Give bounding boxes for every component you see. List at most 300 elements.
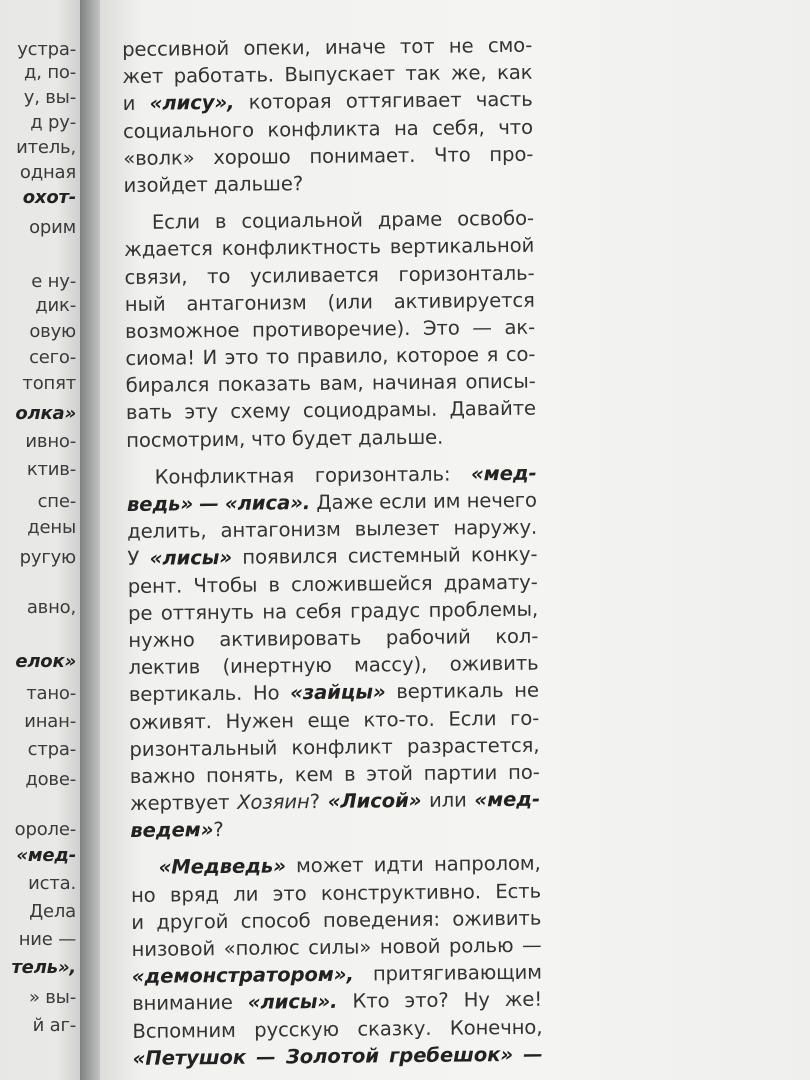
word bbox=[495, 623, 538, 651]
word bbox=[249, 88, 332, 116]
word bbox=[154, 462, 294, 491]
word bbox=[307, 706, 350, 734]
text-run: по- bbox=[507, 760, 540, 784]
text-run: (инертную bbox=[222, 653, 332, 679]
text-run: важно bbox=[129, 764, 196, 788]
emphasized-text: ведь» bbox=[126, 492, 194, 516]
left-page-fragment: инан- bbox=[24, 711, 76, 732]
text-run: начиная bbox=[371, 370, 458, 395]
text-run: драмату- bbox=[443, 570, 538, 595]
word bbox=[152, 208, 200, 236]
emphasized-text: «Петушок bbox=[132, 1045, 247, 1070]
emphasized-text: «мед- bbox=[474, 787, 541, 812]
text-line bbox=[126, 459, 536, 490]
left-page-fragment: итель, bbox=[16, 137, 76, 158]
word bbox=[206, 761, 284, 789]
word bbox=[243, 34, 310, 62]
text-line bbox=[130, 813, 540, 844]
word bbox=[374, 851, 424, 879]
word bbox=[213, 143, 291, 171]
word bbox=[170, 881, 219, 909]
word bbox=[126, 399, 172, 427]
word bbox=[373, 959, 542, 988]
left-page-fragment: одная bbox=[19, 162, 76, 183]
word bbox=[132, 989, 233, 1017]
text-run: Если bbox=[448, 706, 497, 731]
word bbox=[327, 288, 373, 316]
text-run: градус bbox=[349, 598, 421, 623]
emphasized-text: «мед- bbox=[470, 461, 537, 486]
text-run: (или bbox=[327, 290, 373, 314]
word bbox=[357, 1014, 431, 1042]
word bbox=[497, 59, 533, 87]
word bbox=[295, 761, 334, 789]
word bbox=[449, 932, 514, 960]
word bbox=[498, 113, 533, 141]
word bbox=[250, 261, 379, 290]
word bbox=[127, 490, 193, 518]
word bbox=[193, 571, 257, 599]
text-line bbox=[131, 877, 541, 908]
word bbox=[489, 140, 533, 168]
word bbox=[448, 705, 496, 733]
text-run: со- bbox=[505, 342, 536, 367]
word bbox=[156, 908, 228, 936]
text-run: ? bbox=[309, 790, 321, 814]
text-run: Ну bbox=[463, 988, 490, 1012]
left-page-edge bbox=[0, 0, 80, 1080]
word bbox=[486, 341, 498, 368]
word bbox=[407, 731, 540, 760]
word bbox=[295, 597, 342, 625]
word bbox=[390, 232, 535, 261]
body-text bbox=[122, 32, 543, 1072]
word bbox=[291, 569, 433, 598]
text-line bbox=[129, 731, 539, 762]
word bbox=[241, 207, 363, 235]
word bbox=[224, 344, 258, 372]
word bbox=[125, 290, 166, 318]
word bbox=[453, 514, 537, 542]
text-run: притягивающим bbox=[372, 960, 542, 986]
word bbox=[328, 787, 422, 815]
word bbox=[296, 852, 364, 880]
text-line bbox=[133, 1040, 543, 1071]
text-run: «волк» bbox=[123, 145, 195, 170]
text-run: идти bbox=[373, 853, 424, 877]
text-run: же! bbox=[504, 988, 543, 1012]
word bbox=[476, 86, 533, 114]
text-line bbox=[122, 59, 532, 90]
word bbox=[315, 460, 451, 489]
left-page-fragment: тель», bbox=[11, 957, 76, 978]
text-run: Конфликтная bbox=[154, 464, 295, 489]
text-run: У bbox=[127, 547, 140, 571]
text-run: вертикальной bbox=[389, 234, 535, 259]
text-line bbox=[132, 1013, 542, 1044]
text-run: конфликт bbox=[291, 734, 393, 759]
word bbox=[443, 568, 537, 596]
word bbox=[222, 234, 381, 263]
emphasized-text: «лисы». bbox=[247, 990, 338, 1015]
left-page-fragment: орим bbox=[29, 217, 76, 238]
left-page-fragment: тано- bbox=[26, 683, 76, 704]
text-run: русскую bbox=[254, 1017, 340, 1042]
word bbox=[380, 933, 441, 961]
word bbox=[363, 705, 435, 733]
word bbox=[237, 788, 320, 816]
word bbox=[124, 263, 187, 291]
left-page-fragment: » вы- bbox=[28, 987, 76, 1008]
text-line bbox=[128, 650, 538, 681]
text-run: ли bbox=[233, 882, 259, 906]
text-run: социального bbox=[122, 118, 254, 143]
text-run: Вспомним bbox=[132, 1018, 236, 1043]
word bbox=[122, 35, 229, 63]
text-run: так bbox=[405, 61, 441, 86]
text-run: что bbox=[251, 426, 286, 451]
word bbox=[242, 543, 337, 571]
word bbox=[186, 289, 307, 317]
word bbox=[451, 59, 487, 87]
text-run: Даже bbox=[316, 490, 374, 514]
text-run: новой bbox=[379, 934, 441, 959]
emphasized-text: — bbox=[199, 492, 219, 516]
word bbox=[122, 63, 163, 91]
text-run: то bbox=[265, 345, 290, 369]
word bbox=[308, 933, 371, 961]
text-line bbox=[122, 32, 532, 63]
word bbox=[348, 542, 461, 570]
text-line bbox=[128, 568, 538, 599]
text-run: Конечно, bbox=[449, 1015, 543, 1040]
left-page-fragment: ние — bbox=[18, 929, 76, 950]
text-run: противоречие). bbox=[251, 316, 411, 342]
word bbox=[398, 259, 534, 288]
emphasized-text: «Медведь» bbox=[158, 854, 286, 880]
text-run: социодрамы. bbox=[302, 398, 438, 423]
word bbox=[358, 423, 443, 451]
word bbox=[130, 762, 196, 790]
text-run: го- bbox=[509, 706, 540, 730]
text-run: жертвует bbox=[129, 790, 230, 816]
text-run: вам, bbox=[319, 371, 364, 396]
word bbox=[123, 116, 254, 145]
word bbox=[372, 369, 457, 397]
emphasized-text: гребешок» bbox=[388, 1042, 514, 1068]
word bbox=[321, 878, 481, 907]
word bbox=[254, 1015, 339, 1043]
word bbox=[465, 368, 536, 396]
word bbox=[355, 515, 440, 543]
left-page-fragment: дове- bbox=[25, 769, 76, 790]
text-run: то bbox=[206, 264, 231, 288]
text-run: Это bbox=[422, 316, 460, 340]
word bbox=[319, 370, 363, 398]
text-run: низовой bbox=[131, 937, 216, 961]
text-run: же, bbox=[450, 61, 487, 85]
word bbox=[233, 880, 258, 907]
text-line bbox=[126, 395, 536, 426]
text-run: дальше? bbox=[213, 172, 304, 196]
emphasized-text: «лисы» bbox=[149, 546, 233, 571]
text-run: внимание bbox=[132, 991, 233, 1016]
text-run: драме bbox=[377, 207, 443, 232]
word bbox=[125, 344, 195, 372]
text-line bbox=[127, 487, 537, 518]
text-run: лектив bbox=[128, 655, 201, 680]
left-page-fragment: топят bbox=[22, 373, 76, 394]
word bbox=[510, 704, 539, 731]
text-run: не bbox=[514, 678, 539, 703]
word bbox=[522, 932, 542, 959]
text-run: оживят. bbox=[129, 709, 212, 734]
text-run: но bbox=[130, 883, 156, 907]
word bbox=[284, 60, 395, 88]
word bbox=[424, 759, 498, 787]
text-run: сказку. bbox=[357, 1016, 432, 1041]
word bbox=[128, 572, 183, 600]
word bbox=[434, 141, 471, 169]
text-run: или bbox=[428, 788, 467, 812]
emphasized-text: «зайцы» bbox=[290, 680, 386, 705]
text-run: активировать bbox=[219, 626, 362, 651]
text-run: ролью bbox=[448, 933, 514, 958]
word bbox=[452, 904, 541, 932]
word bbox=[457, 205, 534, 233]
word bbox=[504, 314, 535, 342]
word bbox=[350, 597, 420, 625]
text-run: конку- bbox=[470, 543, 538, 567]
text-run: системный bbox=[347, 543, 461, 569]
text-run: делить, bbox=[127, 519, 207, 544]
text-run: антагонизм bbox=[186, 290, 307, 316]
text-run: оживить bbox=[449, 651, 539, 676]
word bbox=[309, 142, 415, 170]
text-run: на bbox=[393, 116, 419, 140]
text-run: Есть bbox=[495, 879, 542, 903]
text-run: — bbox=[521, 933, 542, 957]
text-run: оживить bbox=[452, 906, 542, 931]
word bbox=[404, 987, 448, 1015]
text-line bbox=[123, 86, 533, 117]
text-run: будет bbox=[291, 426, 353, 450]
word bbox=[344, 760, 356, 787]
text-run: в bbox=[343, 762, 356, 786]
text-run: правило, bbox=[296, 344, 389, 369]
left-page-fragment: устра- bbox=[17, 39, 76, 60]
text-line bbox=[124, 232, 534, 263]
text-run: изойдет bbox=[123, 173, 208, 197]
text-run: партии bbox=[423, 760, 498, 785]
right-page bbox=[100, 0, 810, 1080]
text-run: кто-то. bbox=[363, 707, 435, 732]
text-line bbox=[130, 759, 540, 790]
text-run: еще bbox=[307, 708, 350, 732]
word bbox=[159, 853, 286, 882]
word bbox=[394, 114, 419, 141]
word bbox=[267, 115, 380, 143]
word bbox=[124, 235, 213, 263]
word bbox=[297, 342, 389, 370]
text-run: часть bbox=[475, 88, 533, 112]
text-run: Что bbox=[433, 143, 471, 167]
left-page-fragment: ороле- bbox=[14, 819, 76, 840]
word bbox=[131, 881, 156, 908]
text-line bbox=[124, 205, 534, 236]
word bbox=[394, 286, 535, 315]
text-run: эту bbox=[184, 400, 219, 424]
text-run: ный bbox=[124, 292, 166, 316]
text-run: понимает. bbox=[309, 143, 416, 168]
text-run: Нужен bbox=[225, 708, 294, 733]
paragraph bbox=[122, 32, 534, 199]
word bbox=[225, 489, 310, 517]
word bbox=[432, 114, 485, 142]
word bbox=[126, 371, 210, 399]
left-page-fragment: дик- bbox=[35, 295, 76, 316]
text-run: сложившейся bbox=[290, 571, 433, 596]
left-page-fragment: ивно- bbox=[25, 431, 76, 452]
text-run: вать bbox=[125, 400, 173, 425]
text-run: горизонталь: bbox=[314, 462, 451, 487]
text-run: это bbox=[272, 881, 307, 906]
word bbox=[253, 680, 280, 707]
text-run: показать bbox=[217, 372, 312, 397]
word bbox=[273, 880, 307, 908]
word bbox=[184, 398, 218, 426]
left-page-fragment: у, вы- bbox=[23, 87, 76, 108]
text-run: иначе bbox=[324, 35, 386, 59]
left-page-fragment: овую bbox=[29, 321, 76, 342]
word bbox=[466, 487, 536, 515]
word bbox=[428, 595, 538, 623]
emphasized-text: «лису», bbox=[149, 91, 235, 116]
word bbox=[396, 341, 479, 369]
word bbox=[316, 488, 373, 516]
word bbox=[366, 760, 413, 788]
word bbox=[125, 317, 240, 345]
word bbox=[450, 650, 539, 678]
word bbox=[523, 1040, 543, 1067]
word bbox=[268, 571, 280, 598]
word bbox=[449, 32, 474, 59]
book-gutter bbox=[80, 0, 102, 1080]
word bbox=[405, 60, 440, 88]
text-run: — bbox=[472, 316, 492, 340]
emphasized-text: — bbox=[256, 1045, 276, 1069]
text-run: поведения: bbox=[322, 907, 441, 932]
text-line bbox=[131, 904, 541, 935]
text-run: смо- bbox=[487, 33, 533, 58]
text-run: оттягивает bbox=[345, 88, 462, 114]
text-run: работать. bbox=[173, 63, 275, 88]
text-run: Выпускает bbox=[284, 62, 396, 87]
text-line bbox=[126, 422, 536, 453]
text-run: Но bbox=[252, 681, 280, 705]
word bbox=[220, 516, 341, 544]
text-run: этой bbox=[366, 761, 413, 786]
word bbox=[472, 314, 492, 341]
word bbox=[129, 734, 277, 763]
word bbox=[224, 934, 300, 962]
text-line bbox=[125, 286, 535, 317]
text-run: понять, bbox=[205, 763, 285, 788]
text-run: ак- bbox=[504, 315, 536, 339]
word bbox=[199, 490, 219, 517]
word bbox=[131, 909, 144, 936]
word bbox=[219, 624, 361, 653]
left-page-fragment: Дела bbox=[29, 901, 76, 922]
word bbox=[464, 987, 490, 1014]
word bbox=[505, 986, 543, 1014]
word bbox=[386, 623, 471, 651]
word bbox=[132, 961, 354, 991]
word bbox=[214, 170, 304, 198]
text-run: жет bbox=[122, 64, 164, 89]
left-page-fragment: ругую bbox=[19, 547, 76, 568]
left-page-fragment: дены bbox=[27, 517, 76, 538]
text-run: проблемы, bbox=[428, 597, 539, 622]
word bbox=[429, 786, 467, 814]
text-run: им bbox=[432, 489, 461, 513]
text-run: появился bbox=[242, 545, 338, 570]
text-run: если bbox=[379, 489, 427, 514]
paragraph bbox=[131, 850, 543, 1072]
text-line bbox=[132, 959, 542, 990]
text-line bbox=[124, 259, 534, 290]
text-run: конфликтность bbox=[221, 235, 381, 261]
word bbox=[230, 398, 291, 426]
text-run: сиома! bbox=[125, 346, 196, 371]
text-run: в bbox=[214, 210, 227, 234]
word bbox=[290, 679, 386, 707]
text-run: разрастется, bbox=[406, 733, 540, 758]
text-run: конфликта bbox=[267, 116, 381, 142]
word bbox=[325, 33, 386, 61]
text-run: что bbox=[498, 115, 534, 139]
word bbox=[150, 544, 233, 572]
word bbox=[123, 144, 195, 172]
word bbox=[434, 850, 541, 878]
word bbox=[471, 459, 537, 487]
text-run: про- bbox=[489, 142, 534, 166]
left-page-fragment: стра- bbox=[27, 739, 76, 760]
word bbox=[123, 90, 136, 117]
left-page-fragment: д, по- bbox=[24, 62, 76, 83]
emphasized-text: «Лисой» bbox=[327, 788, 422, 813]
left-page-fragment: спе- bbox=[37, 491, 76, 512]
text-run: активируется bbox=[393, 288, 535, 313]
word bbox=[215, 208, 227, 235]
word bbox=[131, 935, 215, 963]
text-run: Давайте bbox=[449, 397, 537, 422]
text-line bbox=[130, 786, 540, 817]
text-run: кол- bbox=[495, 624, 539, 649]
text-run: как bbox=[496, 60, 533, 85]
text-line bbox=[123, 113, 533, 144]
word bbox=[400, 33, 435, 61]
word bbox=[127, 517, 207, 545]
text-run: напролом, bbox=[433, 852, 541, 877]
word bbox=[130, 789, 230, 817]
text-run: я bbox=[486, 343, 499, 367]
word bbox=[161, 598, 254, 626]
text-line bbox=[127, 541, 537, 572]
text-run: освобо- bbox=[457, 206, 535, 231]
word bbox=[352, 988, 389, 1016]
text-line bbox=[131, 850, 541, 881]
